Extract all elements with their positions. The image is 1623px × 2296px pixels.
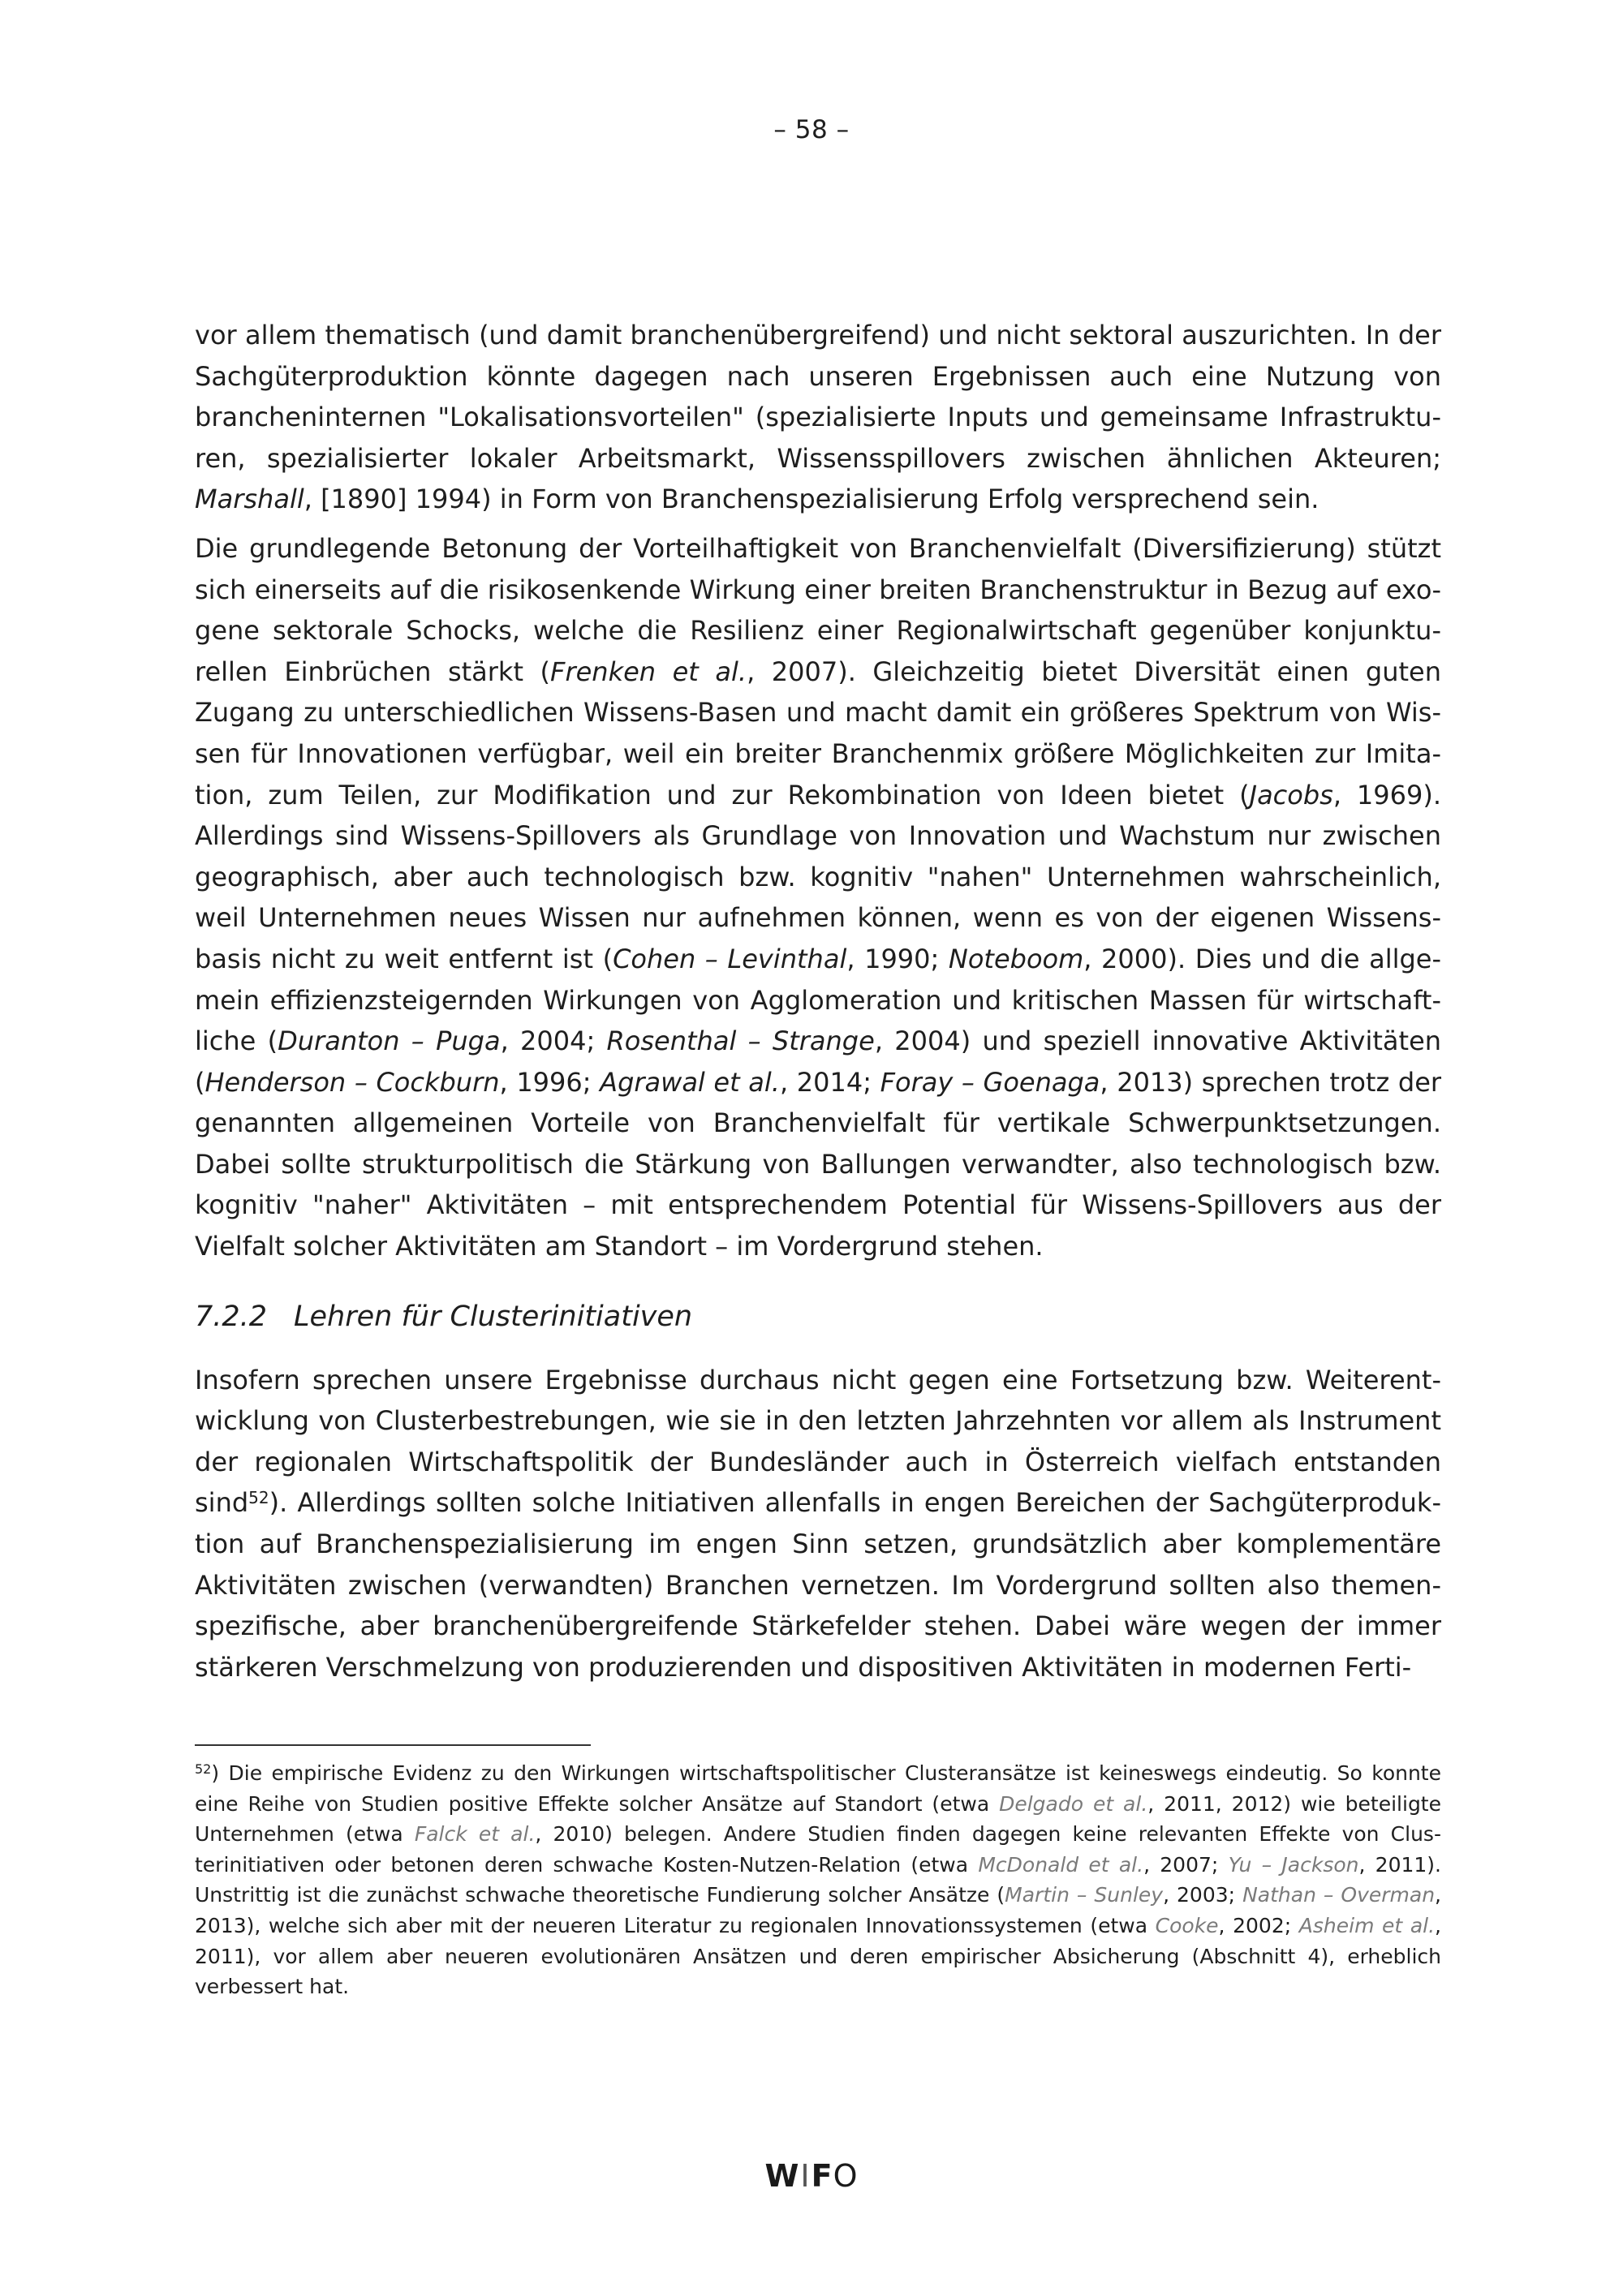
section-heading bbox=[195, 1296, 1441, 1337]
text-run: , 2004; bbox=[500, 1025, 607, 1057]
section-paragraph-text-end: ). Allerdings sollten solche Initiativen allenfalls in engen Bereichen der Sachgüterproduktion auf Branchenspezialisierung im engen Sinn setzen, grundsätzlich aber komplementäre Aktivitäten zwischen (verwandten) Branchen vernetzen. Im Vordergrund sollten also themenspezifische, aber branchenübergreifende Stärkefelder stehen. Dabei wäre wegen der immer stärkeren Verschmelzung von produzierenden und dispositiven Aktivitäten in modernen Ferti- bbox=[195, 1487, 1441, 1683]
footnote-reference[interactable]: 52 bbox=[248, 1488, 269, 1508]
citation: Duranton – Puga bbox=[278, 1025, 501, 1057]
citation: Marshall bbox=[195, 484, 304, 515]
footnote-text bbox=[195, 1761, 1441, 1998]
citation: Noteboom bbox=[948, 943, 1084, 974]
footnote-citation: Cooke bbox=[1155, 1913, 1219, 1937]
footnote-text-run: , 2013), welche sich aber mit der neueren Literatur zu regionalen Innovationssystemen (etwa bbox=[195, 1883, 1441, 1937]
text-run: , 1969). Allerdings sind Wissens-Spillovers als Grundlage von Innovation und Wachstum nur zwischen geographisch, aber auch technologisch bzw. kognitiv "nahen" Unternehmen wahrscheinlich, weil Unternehmen neues Wissen nur aufnehmen können, wenn es von der eigenen Wissensbasis nicht zu weit entfernt ist ( bbox=[195, 779, 1442, 974]
footnote-citation: Delgado et al. bbox=[999, 1791, 1148, 1816]
footnote-text-run: ) Die empirische Evidenz zu den Wirkungen wirtschaftspolitischer Clusteransätze ist keineswegs eindeutig. So konnte eine Reihe von Studien positive Effekte solcher Ansätze auf Standort (etwa bbox=[195, 1761, 1441, 1816]
text-run: , 2013) sprechen trotz der genannten allgemeinen Vorteile von Branchenvielfalt für vertikale Schwerpunktsetzungen. Dabei sollte strukturpolitisch die Stärkung von Ballungen verwandter, also technologisch bzw. kognitiv "naher" Aktivitäten – mit entsprechendem Potential für Wissens-Spillovers aus der Vielfalt solcher Aktivitäten am Standort – im Vordergrund stehen. bbox=[195, 1066, 1442, 1262]
body-paragraph-1 bbox=[195, 315, 1441, 520]
footnote-citation: Yu – Jackson bbox=[1228, 1852, 1359, 1877]
footnote-text-run: , 2010) belegen. Andere Studien finden dagegen keine relevanten Effekte von Clusterinitiativen oder betonen deren schwache Kosten-Nutzen-Relation (etwa bbox=[195, 1822, 1441, 1877]
citation: Agrawal et al. bbox=[600, 1066, 780, 1098]
wifo-logo bbox=[0, 2158, 1623, 2194]
footnote-citation: Martin – Sunley bbox=[1005, 1883, 1164, 1907]
footnote-marker: 52 bbox=[195, 1761, 212, 1777]
section-title: Lehren für Clusterinitiativen bbox=[294, 1300, 693, 1333]
footnote-text-run: , 2011, 2012) wie beteiligte Unternehmen (etwa bbox=[195, 1791, 1441, 1847]
text-run: vor allem thematisch (und damit branchenübergreifend) und nicht sektoral auszurichten. In der Sachgüterproduktion könnte dagegen nach unseren Ergebnissen auch eine Nutzung von brancheninternen "Lokalisationsvorteilen" (spezialisierte Inputs und gemeinsame Infrastrukturen, spezialisierter lokaler Arbeitsmarkt, Wissensspillovers zwischen ähnlichen Akteuren; bbox=[195, 320, 1441, 474]
footnote-divider bbox=[195, 1744, 591, 1746]
logo-letter-i: I bbox=[800, 2158, 811, 2194]
logo-letter-w: W bbox=[764, 2158, 800, 2194]
logo-letter-f: F bbox=[811, 2158, 833, 2194]
footnote-citation: Nathan – Overman bbox=[1242, 1883, 1436, 1907]
citation: Cohen – Levinthal bbox=[613, 943, 847, 974]
footnote-citation: McDonald et al. bbox=[978, 1852, 1144, 1877]
section-number: 7.2.2 bbox=[195, 1300, 268, 1333]
text-run: Die grundlegende Betonung der Vorteilhaftigkeit von Branchenvielfalt (Diversifizierung) stützt sich einerseits auf die risikosenkende Wirkung einer breiten Branchenstruktur in Bezug auf exogene sektorale Schocks, welche die Resilienz einer Regionalwirtschaft gegenüber konjunkturellen Einbrüchen stärkt ( bbox=[195, 532, 1441, 687]
citation: Rosenthal – Strange bbox=[606, 1025, 875, 1057]
body-paragraph-2 bbox=[195, 528, 1441, 1267]
text-run: , 1990; bbox=[846, 943, 949, 974]
footnote-text-run: , 2003; bbox=[1163, 1883, 1243, 1907]
text-run: , 2007). Gleichzeitig bietet Diversität einen guten Zugang zu unterschiedlichen Wissens-Basen und macht damit ein größeres Spektrum von Wissen für Innovationen verfügbar, weil ein breiter Branchenmix größere Möglichkeiten zur Imitation, zum Teilen, zur Modifikation und zur Rekombination von Ideen bietet ( bbox=[195, 656, 1442, 810]
text-run: , 2014; bbox=[779, 1066, 880, 1098]
section-paragraph-text-start: Insofern sprechen unsere Ergebnisse durchaus nicht gegen eine Fortsetzung bzw. Weiterentwicklung von Clusterbestrebungen, wie sie in den letzten Jahrzehnten vor allem als Instrument der regionalen Wirtschaftspolitik der Bundesländer auch in Österreich vielfach entstanden sind bbox=[195, 1364, 1441, 1519]
footnote-text-run: , 2002; bbox=[1218, 1913, 1299, 1937]
logo-letter-o: O bbox=[833, 2158, 859, 2194]
citation: Jacobs bbox=[1249, 779, 1333, 810]
footnote bbox=[195, 1758, 1441, 2002]
section-paragraph bbox=[195, 1360, 1441, 1688]
footnote-citation: Falck et al. bbox=[414, 1822, 536, 1847]
footnote-text-run: , 2011). Unstrittig ist die zunächst schwache theoretische Fundierung solcher Ansätze ( bbox=[195, 1852, 1442, 1907]
text-run: , 1996; bbox=[499, 1066, 601, 1098]
footnote-citation: Asheim et al. bbox=[1298, 1913, 1436, 1937]
footnote-text-run: , 2011), vor allem aber neueren evolutionären Ansätzen und deren empirischer Absicherung (Abschnitt 4), erheblich verbessert hat. bbox=[195, 1913, 1441, 1999]
page-number: – 58 – bbox=[773, 115, 850, 144]
citation: Foray – Goenaga bbox=[880, 1066, 1100, 1098]
footnote-text-run: , 2007; bbox=[1143, 1852, 1229, 1877]
main-text bbox=[195, 315, 1441, 1688]
text-run: , 2000). Dies und die allgemein effizienzsteigernden Wirkungen von Agglomeration und kritischen Massen für wirtschaftliche ( bbox=[195, 943, 1442, 1057]
citation: Frenken et al. bbox=[550, 656, 747, 687]
text-run: , [1890] 1994) in Form von Branchenspezialisierung Erfolg versprechend sein. bbox=[304, 484, 1319, 515]
text-run: , 2004) und speziell innovative Aktivitäten ( bbox=[195, 1025, 1442, 1098]
citation: Henderson – Cockburn bbox=[204, 1066, 500, 1098]
